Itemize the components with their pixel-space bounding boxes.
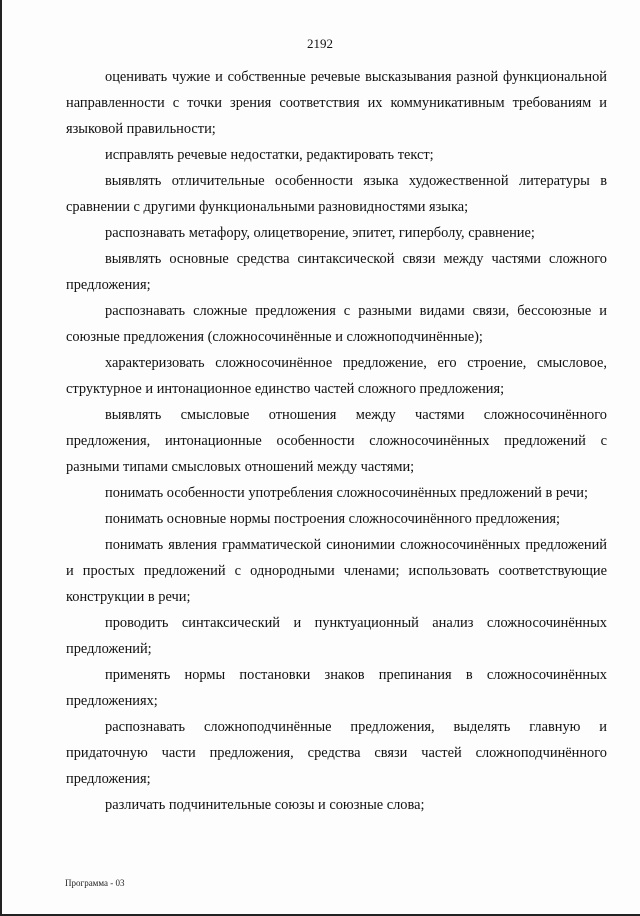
paragraph: исправлять речевые недостатки, редактировать текст; <box>105 147 434 163</box>
paragraph: проводить синтаксический и пунктуационный анализ сложносочинённых предложений; <box>66 615 607 657</box>
page-number: 2192 <box>307 36 333 51</box>
paragraph: распознавать сложные предложения с разными видами связи, бессоюзные и союзные предложения (сложносочинённые и сложноподчинённые); <box>66 303 607 345</box>
paragraph: понимать явления грамматической синонимии сложносочинённых предложений и простых предложений с однородными членами; использовать соответствующие конструкции в речи; <box>66 537 607 605</box>
paragraph: выявлять смысловые отношения между частями сложносочинённого предложения, интонационные особенности сложносочинённых предложений с разными типами смысловых отношений между частями; <box>66 407 607 475</box>
paragraph: различать подчинительные союзы и союзные слова; <box>105 797 425 813</box>
paragraph: понимать особенности употребления сложносочинённых предложений в речи; <box>105 485 588 501</box>
paragraph: оценивать чужие и собственные речевые высказывания разной функциональной направленности с точки зрения соответствия их коммуникативным требованиям и языковой правильности; <box>66 69 607 137</box>
paragraph: понимать основные нормы построения сложносочинённого предложения; <box>105 511 561 527</box>
paragraph: распознавать сложноподчинённые предложения, выделять главную и придаточную части предложения, средства связи частей сложноподчинённого предложения; <box>66 719 607 787</box>
paragraph: выявлять отличительные особенности языка художественной литературы в сравнении с другими функциональными разновидностями языка; <box>66 173 607 215</box>
footer-program-label: Программа - 03 <box>65 878 125 888</box>
paragraph: характеризовать сложносочинённое предложение, его строение, смысловое, структурное и интонационное единство частей сложного предложения; <box>66 355 607 397</box>
scan-border-left <box>0 0 2 916</box>
paragraph: распознавать метафору, олицетворение, эпитет, гиперболу, сравнение; <box>105 225 535 241</box>
paragraph: выявлять основные средства синтаксической связи между частями сложного предложения; <box>66 251 607 293</box>
body-text <box>66 64 607 818</box>
paragraph: применять нормы постановки знаков препинания в сложносочинённых предложениях; <box>66 667 607 709</box>
